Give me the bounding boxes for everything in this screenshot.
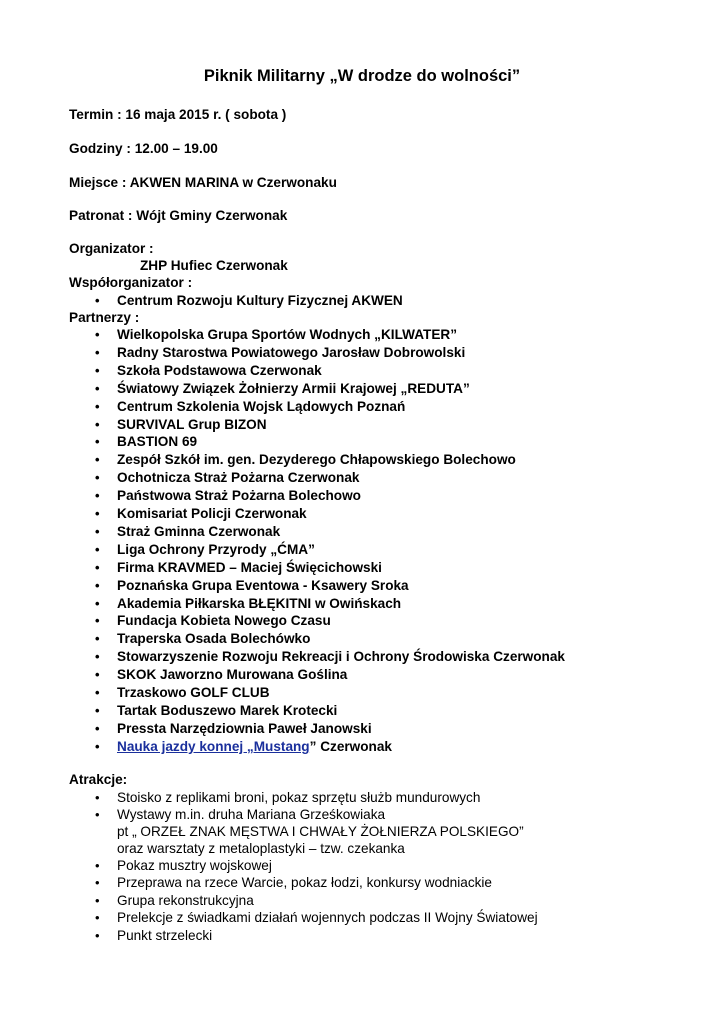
date-line: Termin : 16 maja 2015 r. ( sobota )	[69, 107, 287, 122]
exhibition-workshop: oraz warsztaty z metaloplastyki – tzw. czekanka	[117, 841, 405, 856]
bullet-icon: •	[95, 398, 100, 414]
bullet-icon: •	[95, 667, 100, 683]
bullet-icon: •	[95, 523, 100, 539]
bullet-icon: •	[95, 875, 100, 891]
bullet-icon: •	[95, 910, 100, 926]
place-line: Miejsce : AKWEN MARINA w Czerwonaku	[69, 175, 337, 190]
bullet-icon: •	[95, 685, 100, 700]
bullet-icon: •	[95, 858, 100, 873]
bullet-icon: •	[95, 702, 100, 718]
bullet-icon: •	[95, 927, 100, 943]
bullet-icon: •	[95, 327, 100, 342]
bullet-icon: •	[95, 470, 100, 486]
bullet-icon: •	[95, 720, 100, 736]
attractions-label: Atrakcje:	[69, 772, 128, 787]
bullet-icon: •	[95, 613, 100, 629]
partner-last-suffix: ” Czerwonak	[309, 739, 392, 754]
bullet-icon: •	[95, 416, 100, 432]
organizer-name: ZHP Hufiec Czerwonak	[140, 258, 288, 273]
hours-line: Godziny : 12.00 – 19.00	[69, 141, 218, 156]
bullet-icon: •	[95, 362, 100, 378]
bullet-icon: •	[95, 807, 100, 822]
bullet-icon: •	[95, 293, 100, 308]
document-page: Piknik Militarny „W drodze do wolności” Termin : 16 maja 2015 r. ( sobota ) Godziny : 12.00 – 19.00 Miejsce : AKWEN MARINA w Czerwonaku Patronat : Wójt Gminy Czerwonak Organizator : ZHP Hufiec Czerwonak Współorganizator : • Centrum Rozwoju Kultury Fizycznej AKWEN Partnerzy : • Wielkopolska Grupa Sportów Wodnych „KILWATER” • Radny Starostwa Powiatowego Jarosław Dobrowolski • Szkoła Podstawowa Czerwonak • Światowy Związek Żołnierzy Armii Krajowej „REDUTA” • Centrum Szkolenia Wojsk Lądowych Poznań • SURVIVAL Grup BIZON • BASTION 69 • Zespół Szkół im. gen. Dezyderego Chłapowskiego Bolechowo • Ochotnicza Straż Pożarna Czerwonak • Państwowa Straż Pożarna Bolechowo • Komisariat Policji Czerwonak • Straż Gminna Czerwonak • Liga Ochrony Przyrody „ĆMA” • Firma KRAVMED – Maciej Święcichowski • Poznańska Grupa Eventowa - Ksawery Sroka • Akademia Piłkarska BŁĘKITNI w Owińskach • Fundacja Kobieta Nowego Czasu • Traperska Osada Bolechówko • Stowarzyszenie Rozwoju Rekreacji i Ochrony Środowiska Czerwonak • SKOK Jaworzno Murowana Goślina • Trzaskowo GOLF CLUB • Tartak Boduszewo Marek Krotecki • Pressta Narzędziownia Paweł Janowski • Nauka jazdy konnej „Mustang” Czerwonak Atrakcje: • Stoisko z replikami broni, pokaz sprzętu służb mundurowych • Wystawy m.in. druha Mariana Grześkowiaka pt „ ORZEŁ ZNAK MĘSTWA I CHWAŁY ŻOŁNIERZA POLSKIEGO” oraz warsztaty z metaloplastyki – tzw. czekanka • Pokaz musztry wojskowej • Przeprawa na rzece Warcie, pokaz łodzi, konkursy wodniackie • Grupa rekonstrukcyjna • Prelekcje z świadkami działań wojennych podczas II Wojny Światowej • Punkt strzelecki	[0, 0, 724, 1024]
bullet-icon: •	[95, 790, 100, 805]
partners-label: Partnerzy :	[69, 310, 140, 325]
page-title: Piknik Militarny „W drodze do wolności”	[203, 67, 521, 85]
bullet-icon: •	[95, 506, 100, 521]
organizer-label: Organizator :	[69, 241, 154, 256]
bullet-icon: •	[95, 488, 100, 504]
bullet-icon: •	[95, 631, 100, 647]
bullet-icon: •	[95, 739, 100, 754]
bullet-icon: •	[95, 380, 100, 396]
bullet-icon: •	[95, 892, 100, 908]
bullet-icon: •	[95, 434, 100, 450]
bullet-icon: •	[95, 344, 100, 360]
co-organizer-label: Współorganizator :	[69, 275, 193, 290]
bullet-icon: •	[95, 577, 100, 593]
patronage-line: Patronat : Wójt Gminy Czerwonak	[69, 208, 288, 223]
bullet-icon: •	[95, 541, 100, 557]
exhibition-title: pt „ ORZEŁ ZNAK MĘSTWA I CHWAŁY ŻOŁNIERZA POLSKIEGO”	[117, 824, 524, 839]
bullet-icon: •	[95, 452, 100, 468]
bullet-icon: •	[95, 559, 100, 575]
mustang-link[interactable]: Nauka jazdy konnej „Mustang	[117, 739, 310, 754]
bullet-icon: •	[95, 595, 100, 611]
bullet-icon: •	[95, 649, 100, 665]
